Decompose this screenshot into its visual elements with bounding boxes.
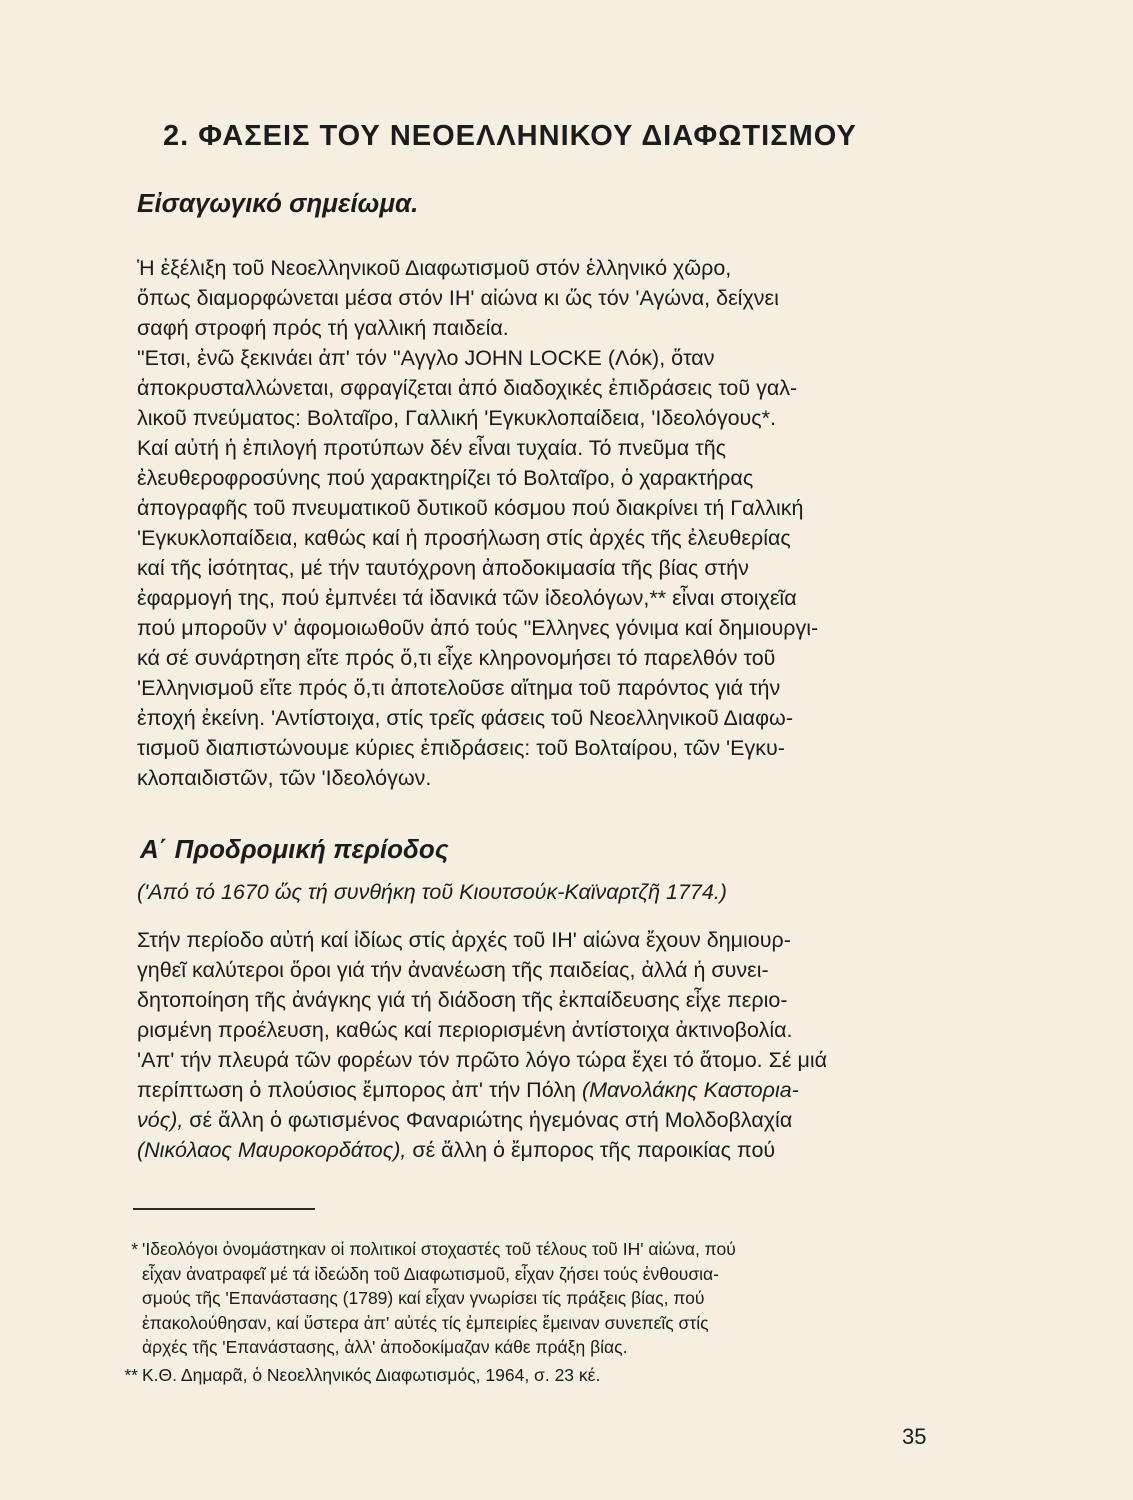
text-line: πού μποροῦν ν' ἀφομοιωθοῦν ἀπό τούς "Ελληνες γόνιμα καί δημιουργι- [137, 616, 819, 640]
footnote-mark: ** [124, 1364, 138, 1385]
footnote-divider [133, 1208, 315, 1210]
text-line: κά σέ συνάρτηση εἴτε πρός ὅ,τι εἶχε κληρονομήσει τό παρελθόν τοῦ [137, 646, 776, 670]
footnote [120, 1237, 940, 1360]
footnote-line: εἶχαν ἀνατραφεῖ μέ τά ἰδεώδη τοῦ Διαφωτισμοῦ, εἶχαν ζήσει τούς ἐνθουσια- [142, 1263, 719, 1284]
text-line: ἐφαρμογή της, πού ἐμπνέει τά ἰδανικά τῶν ἰδεολόγων,** εἶναι στοιχεῖα [137, 586, 797, 610]
footnote-text [142, 1363, 940, 1388]
footnote-text [142, 1237, 940, 1360]
text-line: 'Απ' τήν πλευρά τῶν φορέων τόν πρῶτο λόγο τώρα ἔχει τό ἄτομο. Σέ μιά [137, 1048, 828, 1072]
footnote-mark: * [131, 1239, 138, 1259]
text-segment: σέ ἄλλη ὁ φωτισμένος Φαναριώτης ἡγεμόνας στή Μολδοβλαχία [183, 1108, 793, 1132]
text-line: 'Ελληνισμοῦ εἴτε πρός ὅ,τι ἀποτελοῦσε αἴτημα τοῦ παρόντος γιά τήν [137, 676, 781, 700]
text-line: "Ετσι, ἐνῶ ξεκινάει ἀπ' τόν "Αγγλο JOHN LOCKE (Λόκ), ὅταν [137, 346, 715, 370]
text-line [137, 1075, 937, 1105]
chapter-heading: 2. ΦΑΣΕΙΣ ΤΟΥ ΝΕΟΕΛΛΗΝΙΚΟΥ ΔΙΑΦΩΤΙΣΜΟΥ [163, 120, 857, 152]
text-segment: περίπτωση ὁ πλούσιος ἔμπορος ἀπ' τήν Πόλη [137, 1078, 582, 1102]
text-line: Ἡ ἐξέλιξη τοῦ Νεοελληνικοῦ Διαφωτισμοῦ στόν ἑλληνικό χῶρο, [137, 256, 732, 280]
footnotes [120, 1237, 940, 1390]
italic-name: (Νικόλαος Μαυροκορδάτος), [137, 1138, 407, 1162]
footnote [120, 1363, 940, 1388]
text-segment: σέ ἄλλη ὁ ἔμπορος τῆς παροικίας πού [406, 1138, 776, 1162]
text-line: κλοπαιδιστῶν, τῶν 'Ιδεολόγων. [137, 766, 432, 790]
text-line: ρισμένη προέλευση, καθώς καί περιορισμένη ἀντίστοιχα ἀκτινοβολία. [137, 1018, 793, 1042]
text-line: ἀποκρυσταλλώνεται, σφραγίζεται ἀπό διαδοχικές ἐπιδράσεις τοῦ γαλ- [137, 376, 798, 400]
text-line: γηθεῖ καλύτεροι ὅροι γιά τήν ἀνανέωση τῆς παιδείας, ἀλλά ἡ συνει- [137, 958, 769, 982]
text-line: ἐλευθεροφροσύνης πού χαρακτηρίζει τό Βολταῖρο, ὁ χαρακτήρας [137, 466, 754, 490]
footnote-line: Κ.Θ. Δημαρᾶ, ὁ Νεοελληνικός Διαφωτισμός, 1964, σ. 23 κέ. [142, 1364, 601, 1385]
footnote-line: ἐπακολούθησαν, καί ὕστερα ἀπ' αὐτές τίς ἐμπειρίες ἔμειναν συνεπεῖς στίς [142, 1312, 709, 1333]
section-title: Α΄ Προδρομική περίοδος [140, 834, 449, 864]
text-line: τισμοῦ διαπιστώνουμε κύριες ἐπιδράσεις: τοῦ Βολταίρου, τῶν 'Εγκυ- [137, 736, 785, 760]
italic-name: νός), [137, 1108, 184, 1132]
text-line: ὅπως διαμορφώνεται μέσα στόν ΙΗ' αἰώνα κι ὥς τόν 'Αγώνα, δείχνει [137, 286, 779, 310]
text-line: σαφή στροφή πρός τή γαλλική παιδεία. [137, 316, 509, 340]
text-line: δητοποίηση τῆς ἀνάγκης γιά τή διάδοση τῆς ἐκπαίδευσης εἶχε περιο- [137, 988, 788, 1012]
text-line: λικοῦ πνεύματος: Βολταῖρο, Γαλλική 'Εγκυκλοπαίδεια, 'Ιδεολόγους*. [137, 406, 776, 430]
footnote-line: 'Ιδεολόγοι ὀνομάστηκαν οἱ πολιτικοί στοχαστές τοῦ τέλους τοῦ ΙΗ' αἰώνα, πού [142, 1239, 736, 1259]
text-line: Στήν περίοδο αὐτή καί ἰδίως στίς ἀρχές τοῦ ΙΗ' αἰώνα ἔχουν δημιουρ- [137, 928, 791, 952]
text-line [137, 1135, 937, 1165]
intro-subheading: Εἰσαγωγικό σημείωμα. [137, 188, 419, 218]
text-line: Καί αὐτή ἡ ἐπιλογή προτύπων δέν εἶναι τυχαία. Τό πνεῦμα τῆς [137, 436, 727, 460]
text-line: 'Εγκυκλοπαίδεια, καθώς καί ἡ προσήλωση στίς ἀρχές τῆς ἐλευθερίας [137, 526, 791, 550]
text-line: καί τῆς ἰσότητας, μέ τήν ταυτόχρονη ἀποδοκιμασία τῆς βίας στήν [137, 556, 749, 580]
section-dates: ('Από τό 1670 ὥς τή συνθήκη τοῦ Κιουτσούκ-Καϊναρτζῆ 1774.) [137, 880, 727, 904]
intro-paragraphs [137, 253, 937, 793]
text-line: ἀπογραφῆς τοῦ πνευματικοῦ δυτικοῦ κόσμου πού διακρίνει τή Γαλλική [137, 496, 804, 520]
text-line [137, 1105, 937, 1135]
footnote-line: σμούς τῆς 'Επανάστασης (1789) καί εἶχαν γνωρίσει τίς πράξεις βίας, πού [142, 1288, 705, 1308]
footnote-line: ἀρχές τῆς 'Επανάστασης, ἀλλ' ἀποδοκίμαζαν κάθε πράξη βίας. [142, 1337, 628, 1357]
page-number: 35 [902, 1424, 927, 1449]
section-paragraph [137, 925, 937, 1165]
italic-name: (Μανολάκης Καστοριa- [581, 1078, 799, 1102]
text-line: ἐποχή ἐκείνη. 'Αντίστοιχα, στίς τρεῖς φάσεις τοῦ Νεοελληνικοῦ Διαφω- [137, 706, 794, 730]
